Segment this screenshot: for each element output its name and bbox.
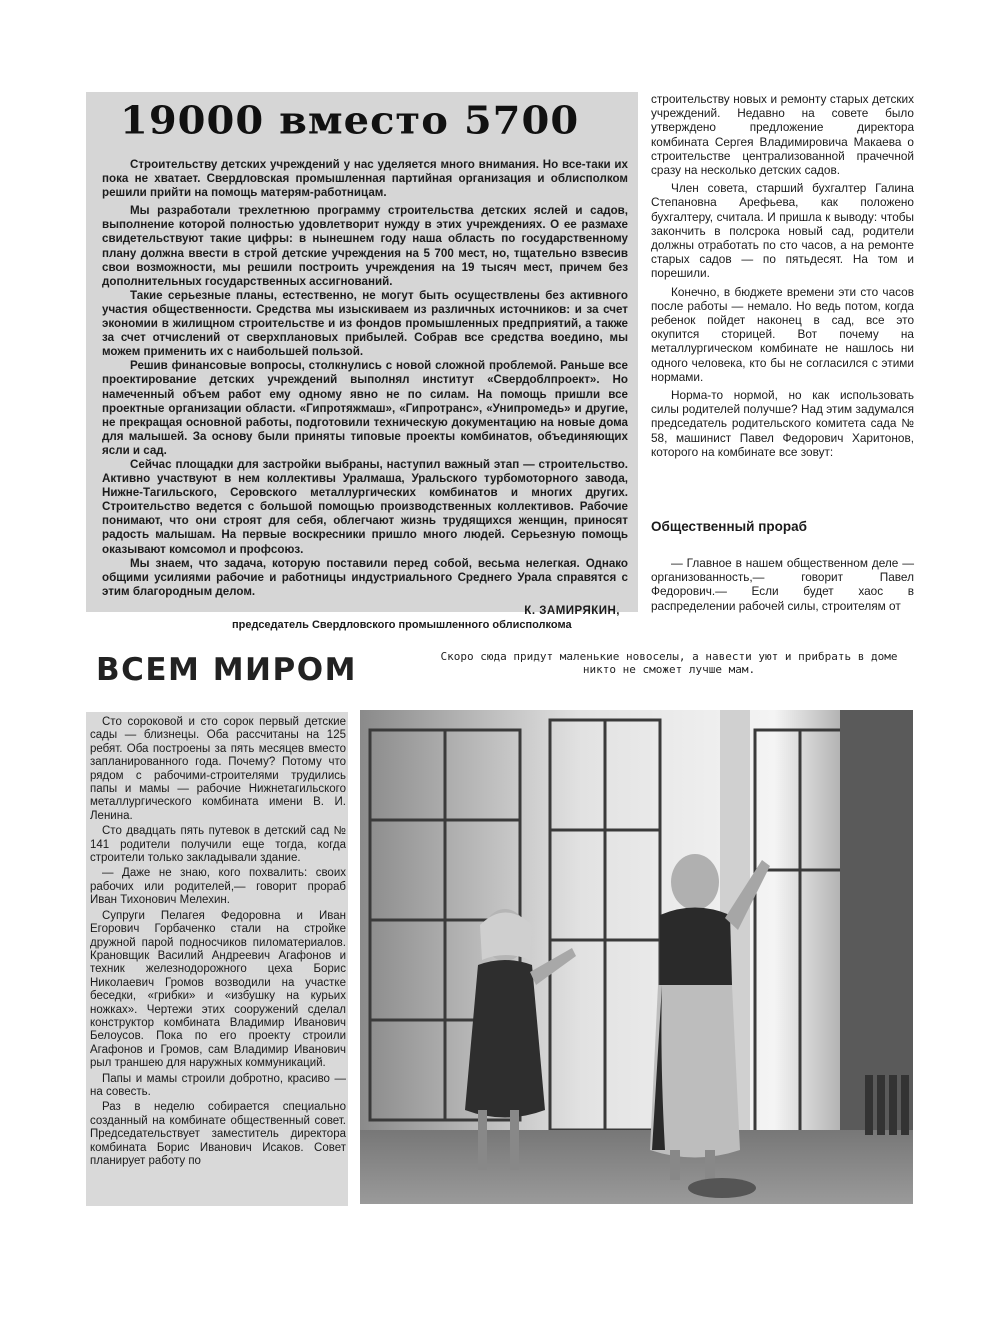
right-column — [651, 92, 914, 617]
body-paragraph: Мы разработали трехлетнюю программу строительства детских яслей и садов, выполнение которой полностью удовлетворит нужду в этих учреждениях. О ее размахе свидетельствуют такие цифры: в нынешнем году наша область по государственному плану должна ввести в строй детские учреждения на 5 700 мест, но, тщательно взвесив свои возможности, мы решили построить учреждения на 19 тысяч мест, причем без дополнительных государственных ассигнований. — [102, 204, 628, 288]
article-body — [102, 204, 628, 599]
body-paragraph: Папы и мамы строили добротно, красиво — на совесть. — [90, 1072, 346, 1098]
body-paragraph: Решив финансовые вопросы, столкнулись с новой сложной проблемой. Раньше все проектирование детских учреждений выполнял институт «Свердоблпроект». Но намеченный объем работ ему одному явно не по силам. На помощь пришли все проектные организации области. «Гипротяжмаш», «Гипротранс», «Унипромедь» и другие, не прекращая основной работы, подготовили техническую документацию на новые дома для малышей. За основу были приняты типовые проекты комбинатов, объединяющих ясли и сад. — [102, 359, 628, 457]
body-paragraph: Супруги Пелагея Федоровна и Иван Егорович Горбаченко стали на стройке дружной парой подносчиков пиломатериалов. Крановщик Василий Андреевич Агафонов и техник железнодорожного цеха Борис Николаевич Громов возводили на участке беседки, «грибки» и «избушку на курьих ножках». Чертежи этих сооружений сделал конструктор комбината Владимир Иванович Белоусов. Пока по его проекту строили Агафонов и Громов, сам Владимир Иванович рыл траншею для наружных коммуникаций. — [90, 909, 346, 1070]
author-name: К. ЗАМИРЯКИН, — [524, 604, 620, 617]
lead-paragraph — [102, 158, 628, 200]
article-title: ВСЕМ МИРОМ — [96, 652, 357, 688]
column-paragraph: — Главное в нашем общественном деле — организованность,— говорит Павел Федорович.— Если будет хаос в распределении рабочей силы, строителям от — [651, 556, 914, 613]
subheading: Общественный прораб — [651, 519, 807, 535]
body-paragraph: Такие серьезные планы, естественно, не могут быть осуществлены без активного участия общественности. Средства мы изыскиваем из различных источников: и за счет экономии в жилищном строительстве и из фондов промышленных предприятий, а также за счет отчислений от сверхплановых прибылей. Собрав все средства воедино, мы можем применить их с наибольшей пользой. — [102, 288, 628, 359]
column-paragraph: Норма-то нормой, но как использовать силы родителей получше? Над этим задумался председатель родительского комитета сада № 58, машинист Павел Федорович Харитонов, которого на комбинате все зовут: — [651, 388, 914, 459]
photo-illustration — [360, 710, 913, 1204]
body-paragraph: Мы знаем, что задача, которую поставили перед собой, весьма нелегкая. Однако общими усилиями рабочие и работницы индустриального Среднего Урала справятся с этим благородным делом. — [102, 556, 628, 598]
body-paragraph: Сто двадцать пять путевок в детский сад № 141 родители получили еще тогда, когда строители только закладывали здание. — [90, 825, 346, 865]
column-paragraph: строительству новых и ремонту старых детских учреждений. Недавно на совете было утверждено предложение директора комбината Сергея Владимировича Макаева о строительстве централизованной прачечной сразу на несколько детских садов. — [651, 92, 914, 178]
body-paragraph: Сто сороковой и сто сорок первый детские сады — близнецы. Оба рассчитаны на 125 ребят. Оба построены за пять месяцев вместо запланированного года. Почему? Потому что рядом с рабочими-строителями трудились папы и мамы — рабочие Нижнетагильского металлургического комбината имени В. И. Ленина. — [90, 716, 346, 822]
article-19000-block — [86, 92, 638, 631]
column-paragraph: Конечно, в бюджете времени эти сто часов после работы — немало. Но ведь потом, когда ребенок пойдет наконец в сад, все это окупится сторицей. Вот почему на металлургическом комбинате не нашлось ни одного человека, кто бы не согласился с этими нормами. — [651, 284, 914, 384]
headline: 19000 вместо 5700 — [120, 98, 580, 143]
photo-women-cleaning-windows — [360, 710, 913, 1204]
body-paragraph: Раз в неделю собирается специально созданный на комбинате общественный совет. Председательствует заместитель директора комбината Борис Иванович Исаков. Совет планирует работу по — [90, 1101, 346, 1167]
body-paragraph: — Даже не знаю, кого похвалить: своих рабочих или родителей,— говорит прораб Иван Тихонович Мелехин. — [90, 867, 346, 907]
article-body-left — [86, 712, 348, 1206]
lead-text: Строительству детских учреждений у нас уделяется много внимания. Но все-таки их пока не хватает. Свердловская промышленная партийная организация и облисполком решили прийти на помощь матерям-работницам. — [102, 158, 628, 200]
body-paragraph: Сейчас площадки для застройки выбраны, наступил важный этап — строительство. Активно участвуют в нем коллективы Уралмаша, Уральского турбомоторного завода, Нижне-Тагильского, Серовского металлургических комбинатов и многих других. Строительство ведется с большой помощью производственных коллективов. Рабочие понимают, что они строят для себя, облегчают жизнь трудящихся женщин, приносят радость малышам. На первые воскресники пришло много людей. Серьезную помощь оказывают комсомол и профсоюз. — [102, 457, 628, 556]
column-paragraph: Член совета, старший бухгалтер Галина Степановна Арефьева, как положено бухгалтеру, считала. И пришла к выводу: чтобы закончить в полсрока новый сад, родители должны отработать по сто часов, а на ремонте старых садов — по пятьдесят. На том и порешили. — [651, 181, 914, 281]
author-title: председатель Свердловского промышленного облисполкома — [232, 618, 572, 631]
photo-caption: Скоро сюда придут маленькие новоселы, а навести уют и прибрать в доме никто не сможет лучше мам. — [440, 650, 898, 676]
